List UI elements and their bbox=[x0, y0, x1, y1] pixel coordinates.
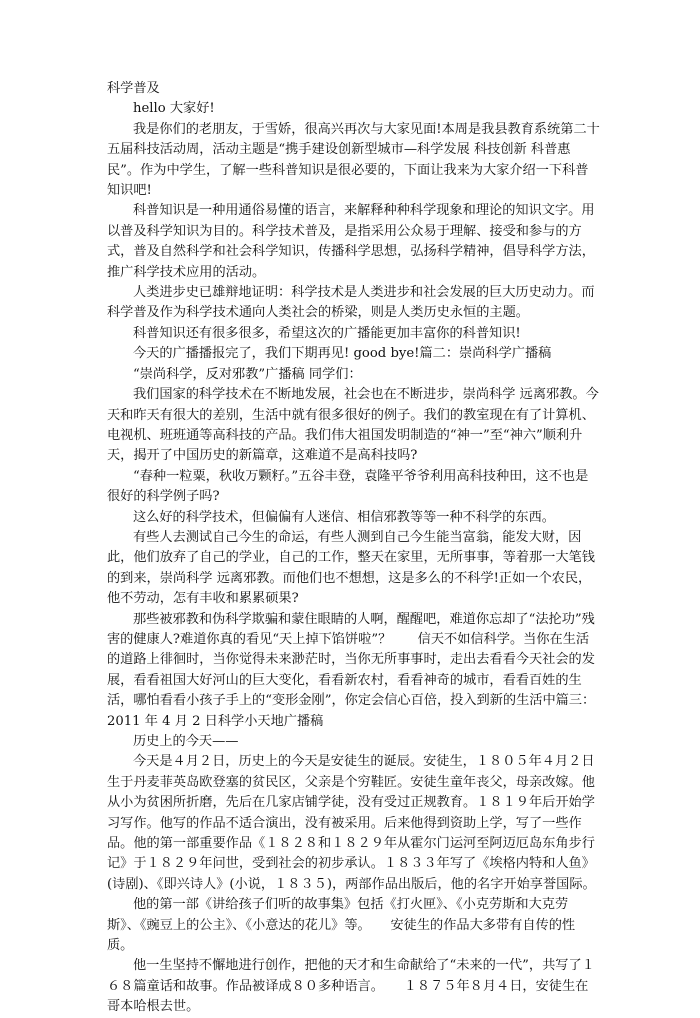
section-title: “崇尚科学，反对邪教”广播稿 同学们： bbox=[133, 366, 362, 382]
body-paragraph: 这么好的科学技术，但偏偏有人迷信、相信邪教等等一种不科学的东西。 bbox=[133, 509, 555, 525]
body-paragraph: 人类进步史已雄辩地证明：科学技术是人类进步和社会发展的巨大历史动力。而科学普及作为科学技术通向人类社会的桥梁，则是人类历史永恒的主题。 bbox=[107, 285, 595, 321]
document-heading: 科学普及 bbox=[107, 81, 160, 96]
body-paragraph: 科普知识还有很多很多，希望这次的广播能更加丰富你的科普知识! bbox=[133, 325, 521, 341]
body-paragraph: 他一生坚持不懈地进行创作，把他的天才和生命献给了“未来的一代”，共写了１６８篇童话和故事。作品被译成８０多种语言。 １８７５年８月４日，安徒生在哥本哈根去世。 bbox=[107, 958, 595, 1015]
body-paragraph: 那些被邪教和伪科学欺骗和蒙住眼睛的人啊，醒醒吧，难道你忘却了“法抡功”残害的健康人?难道你真的看见“天上掉下馅饼啦”？ 信天不如信科学。当你在生活的道路上徘徊时，当你觉得未来渺茫时，当你无所事事时，走出去看看今天社会的发展，看看祖国大好河山的巨大变化，看看新农村，看看神奇的城市，看看百姓的生活，哪怕看看小孩子手上的“变形金刚”，你定会信心百倍，投入到新的生活中篇三：2011 年 4 月 2 日科学小天地广播稿 bbox=[107, 611, 596, 729]
body-paragraph: 我是你们的老朋友，于雪娇，很高兴再次与大家见面!本周是我县教育系统第二十五届科技活动周，活动主题是“携手建设创新型城市—科学发展 科技创新 科普惠民”。作为中学生，了解一些科普知识是很必要的，下面让我来为大家介绍一下科普知识吧! bbox=[107, 121, 600, 199]
body-paragraph: 我们国家的科学技术在不断地发展，社会也在不断进步，崇尚科学 远离邪教。今天和昨天有很大的差别，生活中就有很多很好的例子。我们的教室现在有了计算机、电视机、班班通等高科技的产品。我们伟大祖国发明制造的“神一”至“神六”顺利升天，揭开了中国历史的新篇章，这难道不是高科技吗? bbox=[107, 387, 599, 464]
body-paragraph: 今天是４月２日，历史上的今天是安徒生的诞辰。安徒生，１８０５年４月２日生于丹麦菲英岛欧登塞的贫民区，父亲是个穷鞋匠。安徒生童年丧父，母亲改嫁。他从小为贫困所折磨，先后在几家店铺学徒，没有受过正规教育。１８１９年后开始学习写作。他写的作品不适合演出，没有被采用。后来他得到资助上学，写了一些作品。他的第一部重要作品《１８２８和１８２９年从霍尔门运河至阿迈厄岛东角步行记》于１８２９年问世，受到社会的初步承认。１８３３年写了《埃格内特和人鱼》(诗剧)、《即兴诗人》(小说，１８３５)，两部作品出版后，他的名字开始享誉国际。 bbox=[107, 754, 596, 892]
section-title: 历史上的今天—— bbox=[133, 734, 239, 749]
body-paragraph: 科普知识是一种用通俗易懂的语言，来解释种种科学现象和理论的知识文字。用以普及科学知识为目的。科学技术普及，是指采用公众易于理解、接受和参与的方式，普及自然科学和社会科学知识，传播科学思想，弘扬科学精神，倡导科学方法，推广科学技术应用的活动。 bbox=[107, 203, 595, 280]
body-paragraph: 他的第一部《讲给孩子们听的故事集》包括《打火匣》、《小克劳斯和大克劳斯》、《豌豆上的公主》、《小意达的花儿》等。 安徒生的作品大多带有自传的性质。 bbox=[107, 897, 576, 954]
body-paragraph: “春种一粒粟，秋收万颗籽。”五谷丰登，袁隆平爷爷利用高科技种田，这不也是很好的科学例子吗? bbox=[107, 468, 589, 505]
body-paragraph: 有些人去测试自己今生的命运，有些人测到自己今生能当富翁，能发大财，因此，他们放弃了自己的学业，自己的工作，整天在家里，无所事事，等着那一大笔钱的到来，崇尚科学 远离邪教。而他们也不想想，这是多么的不科学!正如一个农民，他不劳动，怎有丰收和累累硕果? bbox=[107, 529, 595, 607]
body-paragraph: 今天的广播播报完了，我们下期再见! good bye!篇二：崇尚科学广播稿 bbox=[133, 346, 552, 362]
greeting-paragraph: hello 大家好! bbox=[133, 101, 215, 117]
document-body bbox=[107, 79, 601, 1018]
